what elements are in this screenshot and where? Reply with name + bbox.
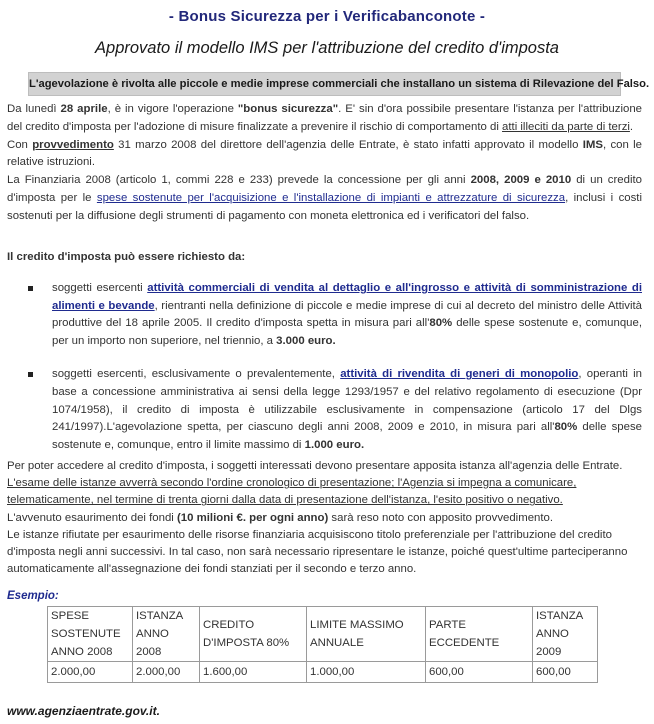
closing-section — [7, 458, 642, 578]
text: , operanti in base a concessione amministrativa ai sensi della legge 1293/1957 e del relativo regolamento di esecuzione (Dpr 1074/1958), il credito di imposta è utilizzabile esclusivamente in compensazione (articolo 17 del Dlgs 241/1997). — [52, 368, 643, 434]
text: , è in vigore l'operazione — [107, 103, 238, 115]
intro-section — [7, 101, 642, 226]
header-cell: PARTE ECCEDENTE — [426, 607, 533, 662]
text: sarà reso noto con apposito provvedimento. — [328, 511, 554, 524]
header-cell: ISTANZA ANNO 2009 — [533, 607, 598, 662]
closing-paragraph-4: Le istanze rifiutate per esaurimento delle risorse finanziaria acquisiscono titolo preferenziale per l'attribuzione del credito d'imposta negli anni successivi. In tal caso, non sarà necessario ripresentare le istanze, poiché quest'ultime parteciperanno automaticamente all'assegnazione dei fondi stanziati per il secondo e terzo anno. — [7, 528, 628, 576]
text: , inclusi i costi sostenuti per la diffusione degli strumenti di pagamento con moneta elettronica ed i verificatori del falso. — [7, 191, 643, 222]
highlight-banner: L'agevolazione è rivolta alle piccole e medie imprese commerciali che installano un sistema di Rilevazione del Falso. — [28, 72, 621, 96]
link-spese-sostenute[interactable]: spese sostenute per l'acquisizione e l'installazione di impianti e attrezzature di sicurezza — [96, 191, 566, 204]
percent-text: 80% — [554, 421, 578, 434]
intro-paragraph-1 — [7, 101, 642, 137]
amount-text: 3.000 euro. — [276, 334, 336, 347]
table-cell: 1.600,00 — [200, 662, 307, 683]
operation-name: "bonus sicurezza" — [237, 103, 339, 115]
header-cell: LIMITE MASSIMO ANNUALE — [307, 607, 426, 662]
header-cell: ISTANZA ANNO 2008 — [133, 607, 200, 662]
text: delle spese sostenute e, comunque, per un importo non superiore, nel triennio, a — [52, 317, 642, 347]
page-title: - Bonus Sicurezza per i Verificabanconote - — [168, 8, 486, 25]
table-cell: 600,00 — [533, 662, 598, 683]
table-cell: 1.000,00 — [307, 662, 426, 683]
date-text: 28 aprile — [60, 103, 108, 115]
text: . — [629, 120, 634, 133]
intro-paragraph-2 — [7, 137, 642, 173]
table-cell: 2.000,00 — [133, 662, 200, 683]
list-item — [28, 366, 642, 454]
table-cell: 2.000,00 — [48, 662, 133, 683]
text: La Finanziaria 2008 (articolo 1, commi 228 e 233) prevede la concessione per gli anni — [7, 174, 471, 187]
text: Da lunedì — [7, 103, 61, 115]
table-header-row — [48, 607, 598, 662]
text: soggetti esercenti — [52, 282, 148, 294]
bullet-icon — [28, 372, 33, 377]
text: di un credito d'imposta per le — [7, 174, 642, 204]
page-subtitle: Approvato il modello IMS per l'attribuzione del credito d'imposta — [95, 39, 559, 57]
text: L'avvenuto esaurimento dei fondi — [7, 511, 177, 524]
bullet-icon — [28, 286, 33, 291]
text: , rientranti nella definizione di piccole e medie imprese di cui al decreto del ministro delle Attività produttive del 18 aprile 2005. Il credito d'imposta spetta in misura pari all' — [52, 299, 642, 330]
text: L'agevolazione spetta, per ciascuno degli anni 2008, 2009 e 2010, in misura pari all' — [106, 421, 555, 434]
intro-paragraph-3 — [7, 172, 642, 225]
years-text: 2008, 2009 e 2010 — [470, 174, 572, 187]
text: soggetti esercenti, esclusivamente o prevalentemente, — [52, 368, 341, 381]
ims-text: IMS — [582, 138, 603, 151]
header-cell: CREDITO D'IMPOSTA 80% — [200, 607, 307, 662]
table-cell: 600,00 — [426, 662, 533, 683]
percent-text: 80% — [429, 317, 453, 330]
section-heading: Il credito d'imposta può essere richiesto da: — [7, 251, 246, 263]
link-rivendita-monopolio[interactable]: attività di rivendita di generi di monopolio — [340, 368, 579, 381]
header-cell: SPESE SOSTENUTE ANNO 2008 — [48, 607, 133, 662]
link-provvedimento[interactable]: provvedimento — [32, 138, 114, 151]
closing-paragraph-3 — [7, 510, 642, 527]
bullet-list — [28, 280, 642, 454]
example-table — [47, 606, 598, 683]
list-item — [28, 280, 642, 350]
text: . E' sin d'ora possibile presentare l'istanza per l'attribuzione del credito d'imposta per l'adozione di misure finalizzate a prevenire il rischio di comportamento di — [7, 103, 642, 133]
table-row — [48, 662, 598, 683]
text: 31 marzo 2008 del direttore dell'agenzia delle Entrate, è stato infatti approvato il modello — [113, 138, 583, 151]
footer-url[interactable]: www.agenziaentrate.gov.it. — [7, 704, 160, 718]
link-attivita-commerciali[interactable]: attività commerciali di vendita al dettaglio e all'ingrosso e attività di somministrazione di alimenti e bevande — [52, 282, 642, 312]
closing-paragraph-1: Per poter accedere al credito d'imposta, i soggetti interessati devono presentare apposita istanza all'agenzia delle Entrate. — [7, 460, 623, 472]
example-label: Esempio: — [7, 590, 59, 602]
text: Con — [7, 138, 33, 151]
text: , con le relative istruzioni. — [7, 138, 642, 169]
text: delle spese sostenute e, comunque, entro il limite massimo di — [52, 421, 642, 451]
link-atti-illeciti[interactable]: atti illeciti da parte di terzi — [502, 120, 630, 133]
amount-text: 1.000 euro. — [304, 438, 365, 451]
closing-paragraph-2: L'esame delle istanze avverrà secondo l'ordine cronologico di presentazione; l'Agenzia si impegna a comunicare, telematicamente, nel termine di trenta giorni dalla data di presentazione dell'istanza, l'esito positivo o negativo. — [7, 477, 577, 507]
funds-text: (10 milioni €. per ogni anno) — [176, 511, 329, 524]
